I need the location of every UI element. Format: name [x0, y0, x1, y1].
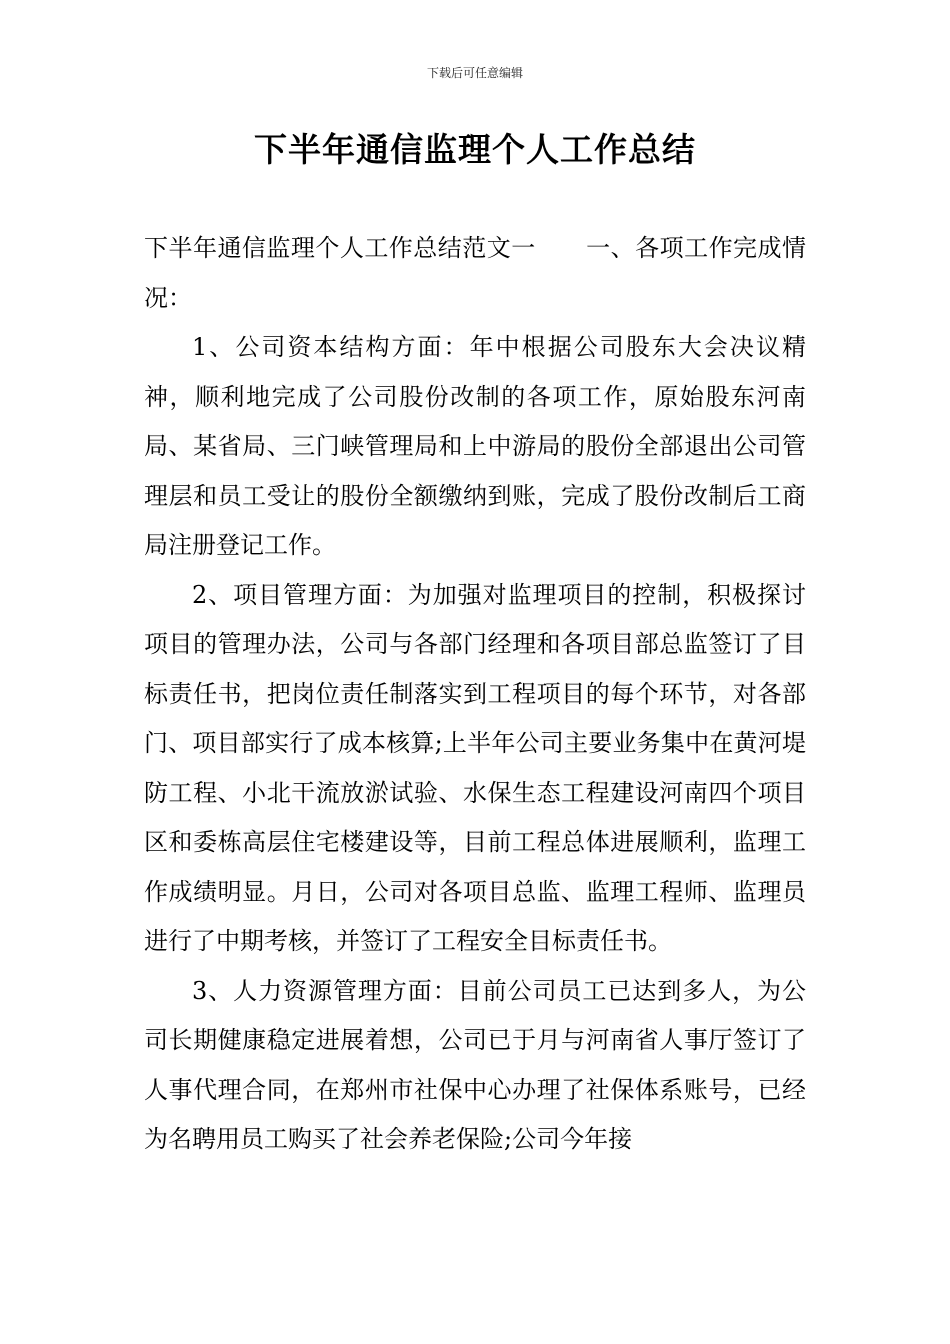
document-title: 下半年通信监理个人工作总结	[254, 130, 696, 169]
body-paragraph-3: 3、人力资源管理方面：目前公司员工已达到多人，为公司长期健康稳定进展着想，公司已于月与河南省人事厅签订了人事代理合同，在郑州市社保中心办理了社保体系账号，已经为名聘用员工购买了社会养老保险;公司今年接	[144, 976, 806, 1153]
page-header-note: 下载后可任意编辑	[426, 66, 523, 80]
intro-lead: 下半年通信监理个人工作总结范文一	[144, 234, 536, 262]
intro-paragraph	[144, 224, 806, 323]
document-body	[144, 224, 806, 1165]
section-heading: 一、各项工作完成情况：	[144, 234, 807, 312]
body-paragraph-2: 2、项目管理方面：为加强对监理项目的控制，积极探讨项目的管理办法，公司与各部门经理和各项目部总监签订了目标责任书，把岗位责任制落实到工程项目的每个环节，对各部门、项目部实行了成本核算;上半年公司主要业务集中在黄河堤防工程、小北干流放淤试验、水保生态工程建设河南四个项目区和委栋高层住宅楼建设等，目前工程总体进展顺利，监理工作成绩明显。月日，公司对各项目总监、监理工程师、监理员进行了中期考核，并签订了工程安全目标责任书。	[144, 580, 806, 955]
body-paragraph-1: 1、公司资本结构方面：年中根据公司股东大会决议精神，顺利地完成了公司股份改制的各项工作，原始股东河南局、某省局、三门峡管理局和上中游局的股份全部退出公司管理层和员工受让的股份全额缴纳到账，完成了股份改制后工商局注册登记工作。	[144, 333, 806, 559]
